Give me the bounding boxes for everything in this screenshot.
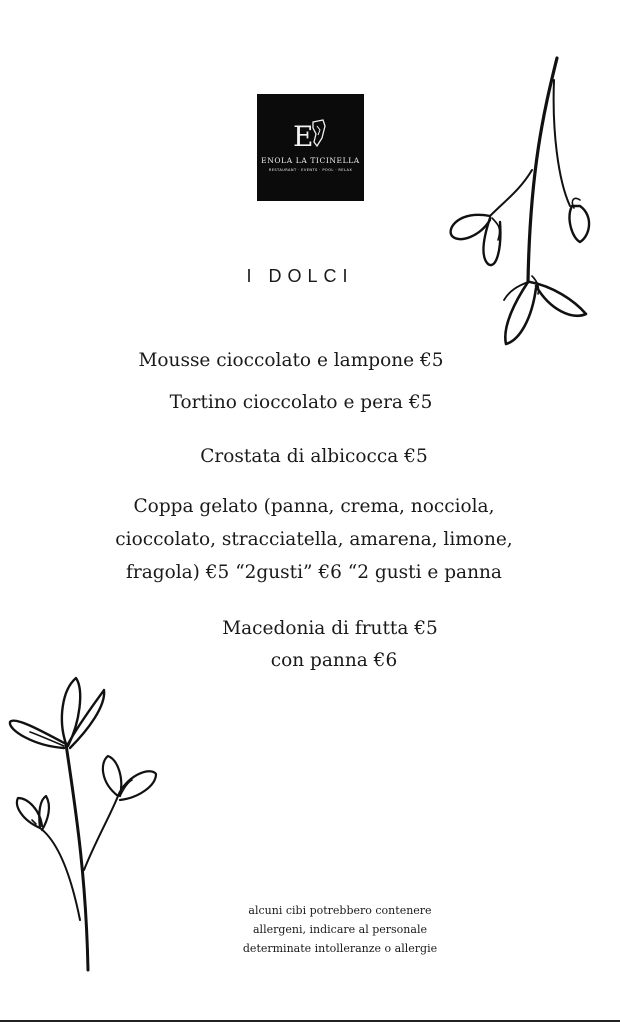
menu-item-coppa-gelato-line-3: fragola) €5 “2gusti” €6 “2 gusti e panna (126, 562, 502, 583)
section-title: I DOLCI (246, 266, 354, 286)
allergen-note-line-1: alcuni cibi potrebbero contenere (248, 904, 432, 917)
logo-name: ENOLA LA TICINELLA (261, 156, 360, 165)
flower-illustration-bottom-left (0, 670, 170, 980)
restaurant-logo (257, 94, 364, 201)
menu-item-macedonia-line-2: con panna €6 (270, 650, 398, 671)
allergen-note-line-3: determinate intolleranze o allergie (242, 942, 438, 955)
menu-item-coppa-gelato-line-2: cioccolato, stracciatella, amarena, limone, (115, 529, 513, 550)
allergen-note-line-2: allergeni, indicare al personale (253, 923, 427, 936)
logo-monogram-icon (289, 116, 333, 154)
allergen-note (200, 901, 480, 958)
menu-item-mousse: Mousse cioccolato e lampone €5 (138, 350, 444, 371)
menu-item-crostata: Crostata di albicocca €5 (200, 446, 428, 467)
menu-item-coppa-gelato-line-1: Coppa gelato (panna, crema, nocciola, (133, 496, 495, 517)
flower-illustration-top-right (440, 50, 620, 350)
menu-item-macedonia-line-1: Macedonia di frutta €5 (222, 618, 438, 639)
bottom-divider (0, 1020, 620, 1022)
svg-text:E: E (293, 120, 314, 153)
menu-item-tortino: Tortino cioccolato e pera €5 (169, 392, 433, 413)
logo-tagline: RESTAURANT · EVENTS · POOL · RELAX (268, 168, 353, 172)
